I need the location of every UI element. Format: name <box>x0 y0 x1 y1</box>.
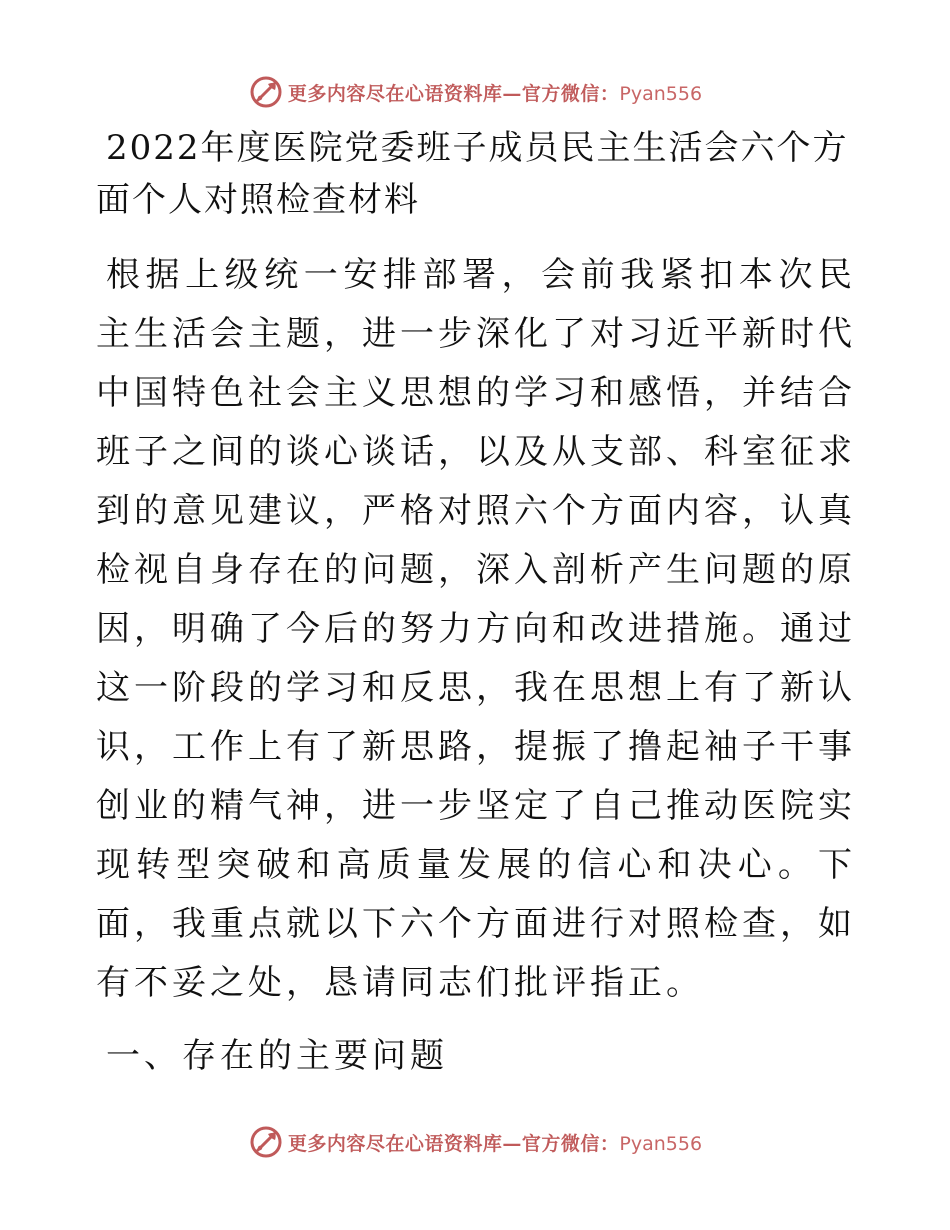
watermark-label: 更多内容尽在心语资料库—官方微信： <box>287 1132 620 1155</box>
footer-watermark <box>0 1124 950 1160</box>
section-heading: 一、存在的主要问题 <box>106 1036 448 1076</box>
watermark-label: 更多内容尽在心语资料库—官方微信： <box>287 82 620 105</box>
header-watermark <box>0 74 950 110</box>
watermark-account: Pyan556 <box>619 82 703 105</box>
watermark-text <box>288 1129 702 1156</box>
watermark-text <box>288 79 702 106</box>
document-paragraph: 根据上级统一安排部署，会前我紧扣本次民主生活会主题，进一步深化了对习近平新时代中国特色社会主义思想的学习和感悟，并结合班子之间的谈心谈话，以及从支部、科室征求到的意见建议，严格对照六个方面内容，认真检视自身存在的问题，深入剖析产生问题的原因，明确了今后的努力方向和改进措施。通过这一阶段的学习和反思，我在思想上有了新认识，工作上有了新思路，提振了撸起袖子干事创业的精气神，进一步坚定了自己推动医院实现转型突破和高质量发展的信心和决心。下面，我重点就以下六个方面进行对照检查，如有不妥之处，恳请同志们批评指正。 <box>96 255 856 1003</box>
document-title: 2022年度医院党委班子成员民主生活会六个方面个人对照检查材料 <box>96 128 849 220</box>
document-page <box>96 122 856 1086</box>
quill-pen-logo-icon <box>248 1124 284 1160</box>
watermark-account: Pyan556 <box>619 1132 703 1155</box>
quill-pen-logo-icon <box>248 74 284 110</box>
